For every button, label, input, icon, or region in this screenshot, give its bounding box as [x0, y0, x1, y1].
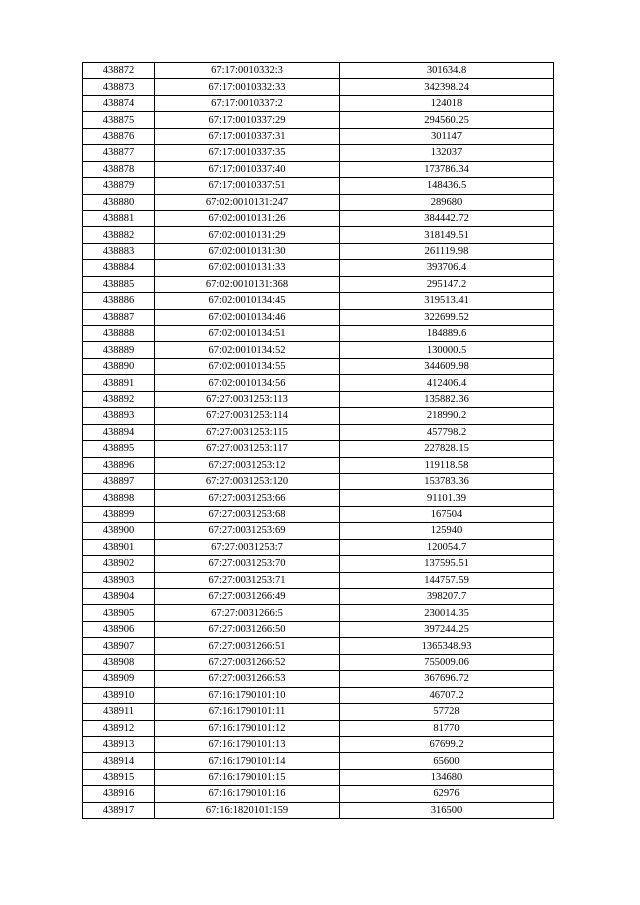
- cadastral-number-cell: 67:27:0031253:12: [155, 457, 340, 473]
- value-cell: 57728: [340, 704, 554, 720]
- cadastral-number-cell: 67:27:0031253:117: [155, 441, 340, 457]
- table-row: [83, 95, 554, 111]
- table-row: [83, 506, 554, 522]
- table-row: [83, 638, 554, 654]
- cadastral-number-cell: 67:27:0031253:71: [155, 572, 340, 588]
- row-number-cell: 438915: [83, 769, 155, 785]
- value-cell: 755009.06: [340, 654, 554, 670]
- cadastral-number-cell: 67:17:0010337:51: [155, 178, 340, 194]
- row-number-cell: 438898: [83, 490, 155, 506]
- row-number-cell: 438881: [83, 210, 155, 226]
- value-cell: 227828.15: [340, 441, 554, 457]
- value-cell: 137595.51: [340, 556, 554, 572]
- table-row: [83, 342, 554, 358]
- value-cell: 135882.36: [340, 391, 554, 407]
- row-number-cell: 438887: [83, 309, 155, 325]
- cadastral-number-cell: 67:02:0010134:55: [155, 358, 340, 374]
- row-number-cell: 438899: [83, 506, 155, 522]
- cadastral-number-cell: 67:27:0031266:51: [155, 638, 340, 654]
- cadastral-number-cell: 67:27:0031253:113: [155, 391, 340, 407]
- value-cell: 81770: [340, 720, 554, 736]
- value-cell: 301147: [340, 128, 554, 144]
- cadastral-number-cell: 67:02:0010131:30: [155, 243, 340, 259]
- table-row: [83, 786, 554, 802]
- row-number-cell: 438889: [83, 342, 155, 358]
- row-number-cell: 438872: [83, 63, 155, 79]
- value-cell: 319513.41: [340, 293, 554, 309]
- cadastral-number-cell: 67:16:1790101:15: [155, 769, 340, 785]
- row-number-cell: 438875: [83, 112, 155, 128]
- table-row: [83, 654, 554, 670]
- value-cell: 124018: [340, 95, 554, 111]
- table-row: [83, 178, 554, 194]
- row-number-cell: 438874: [83, 95, 155, 111]
- value-cell: 289680: [340, 194, 554, 210]
- cadastral-number-cell: 67:27:0031266:49: [155, 589, 340, 605]
- row-number-cell: 438885: [83, 276, 155, 292]
- row-number-cell: 438882: [83, 227, 155, 243]
- cadastral-number-cell: 67:27:0031266:50: [155, 621, 340, 637]
- row-number-cell: 438911: [83, 704, 155, 720]
- table-row: [83, 671, 554, 687]
- cadastral-number-cell: 67:27:0031253:7: [155, 539, 340, 555]
- cadastral-number-cell: 67:02:0010134:56: [155, 375, 340, 391]
- row-number-cell: 438879: [83, 178, 155, 194]
- cadastral-number-cell: 67:27:0031253:120: [155, 473, 340, 489]
- value-cell: 218990.2: [340, 408, 554, 424]
- value-cell: 119118.58: [340, 457, 554, 473]
- table-row: [83, 753, 554, 769]
- cadastral-number-cell: 67:16:1820101:159: [155, 802, 340, 818]
- value-cell: 318149.51: [340, 227, 554, 243]
- value-cell: 153783.36: [340, 473, 554, 489]
- row-number-cell: 438894: [83, 424, 155, 440]
- table-row: [83, 391, 554, 407]
- row-number-cell: 438909: [83, 671, 155, 687]
- row-number-cell: 438913: [83, 736, 155, 752]
- row-number-cell: 438912: [83, 720, 155, 736]
- value-cell: 1365348.93: [340, 638, 554, 654]
- row-number-cell: 438916: [83, 786, 155, 802]
- row-number-cell: 438893: [83, 408, 155, 424]
- value-cell: 125940: [340, 523, 554, 539]
- row-number-cell: 438880: [83, 194, 155, 210]
- row-number-cell: 438900: [83, 523, 155, 539]
- value-cell: 322699.52: [340, 309, 554, 325]
- value-cell: 184889.6: [340, 326, 554, 342]
- row-number-cell: 438892: [83, 391, 155, 407]
- value-cell: 91101.39: [340, 490, 554, 506]
- table-row: [83, 194, 554, 210]
- row-number-cell: 438910: [83, 687, 155, 703]
- value-cell: 62976: [340, 786, 554, 802]
- table-row: [83, 523, 554, 539]
- table-row: [83, 490, 554, 506]
- row-number-cell: 438883: [83, 243, 155, 259]
- table-row: [83, 802, 554, 818]
- cadastral-number-cell: 67:16:1790101:13: [155, 736, 340, 752]
- row-number-cell: 438891: [83, 375, 155, 391]
- table-row: [83, 326, 554, 342]
- table-row: [83, 457, 554, 473]
- table-row: [83, 605, 554, 621]
- row-number-cell: 438895: [83, 441, 155, 457]
- value-cell: 398207.7: [340, 589, 554, 605]
- value-cell: 65600: [340, 753, 554, 769]
- table-row: [83, 358, 554, 374]
- row-number-cell: 438884: [83, 260, 155, 276]
- cadastral-number-cell: 67:17:0010337:35: [155, 145, 340, 161]
- cadastral-number-cell: 67:27:0031266:52: [155, 654, 340, 670]
- row-number-cell: 438906: [83, 621, 155, 637]
- table-row: [83, 736, 554, 752]
- row-number-cell: 438905: [83, 605, 155, 621]
- table-body: [83, 63, 554, 819]
- cadastral-number-cell: 67:17:0010332:33: [155, 79, 340, 95]
- cadastral-number-cell: 67:16:1790101:16: [155, 786, 340, 802]
- cadastral-number-cell: 67:17:0010337:2: [155, 95, 340, 111]
- value-cell: 316500: [340, 802, 554, 818]
- value-cell: 144757.59: [340, 572, 554, 588]
- value-cell: 457798.2: [340, 424, 554, 440]
- cadastral-number-cell: 67:02:0010134:46: [155, 309, 340, 325]
- row-number-cell: 438878: [83, 161, 155, 177]
- value-cell: 295147.2: [340, 276, 554, 292]
- cadastral-number-cell: 67:27:0031253:66: [155, 490, 340, 506]
- table-row: [83, 720, 554, 736]
- row-number-cell: 438896: [83, 457, 155, 473]
- cadastral-number-cell: 67:02:0010131:33: [155, 260, 340, 276]
- table-row: [83, 424, 554, 440]
- table-row: [83, 79, 554, 95]
- value-cell: 134680: [340, 769, 554, 785]
- value-cell: 412406.4: [340, 375, 554, 391]
- value-cell: 132037: [340, 145, 554, 161]
- row-number-cell: 438876: [83, 128, 155, 144]
- cadastral-number-cell: 67:02:0010131:247: [155, 194, 340, 210]
- table-row: [83, 441, 554, 457]
- cadastral-number-cell: 67:27:0031253:69: [155, 523, 340, 539]
- row-number-cell: 438907: [83, 638, 155, 654]
- table-row: [83, 375, 554, 391]
- cadastral-number-cell: 67:27:0031266:53: [155, 671, 340, 687]
- row-number-cell: 438902: [83, 556, 155, 572]
- row-number-cell: 438901: [83, 539, 155, 555]
- table-row: [83, 539, 554, 555]
- row-number-cell: 438873: [83, 79, 155, 95]
- value-cell: 120054.7: [340, 539, 554, 555]
- cadastral-number-cell: 67:16:1790101:12: [155, 720, 340, 736]
- row-number-cell: 438877: [83, 145, 155, 161]
- row-number-cell: 438890: [83, 358, 155, 374]
- value-cell: 344609.98: [340, 358, 554, 374]
- cadastral-number-cell: 67:27:0031253:115: [155, 424, 340, 440]
- table-row: [83, 210, 554, 226]
- cadastral-number-cell: 67:02:0010134:51: [155, 326, 340, 342]
- value-cell: 173786.34: [340, 161, 554, 177]
- value-cell: 46707.2: [340, 687, 554, 703]
- cadastral-number-cell: 67:17:0010332:3: [155, 63, 340, 79]
- cadastral-number-cell: 67:02:0010131:368: [155, 276, 340, 292]
- data-table: [82, 62, 554, 819]
- cadastral-number-cell: 67:02:0010134:45: [155, 293, 340, 309]
- table-row: [83, 293, 554, 309]
- cadastral-number-cell: 67:02:0010134:52: [155, 342, 340, 358]
- value-cell: 301634.8: [340, 63, 554, 79]
- table-row: [83, 145, 554, 161]
- table-row: [83, 276, 554, 292]
- table-row: [83, 408, 554, 424]
- table-row: [83, 161, 554, 177]
- value-cell: 397244.25: [340, 621, 554, 637]
- value-cell: 230014.35: [340, 605, 554, 621]
- row-number-cell: 438917: [83, 802, 155, 818]
- table-row: [83, 556, 554, 572]
- table-row: [83, 227, 554, 243]
- row-number-cell: 438914: [83, 753, 155, 769]
- row-number-cell: 438888: [83, 326, 155, 342]
- cadastral-number-cell: 67:02:0010131:29: [155, 227, 340, 243]
- table-row: [83, 128, 554, 144]
- value-cell: 167504: [340, 506, 554, 522]
- table-row: [83, 769, 554, 785]
- cadastral-number-cell: 67:16:1790101:10: [155, 687, 340, 703]
- table-row: [83, 63, 554, 79]
- value-cell: 148436.5: [340, 178, 554, 194]
- table-row: [83, 473, 554, 489]
- row-number-cell: 438886: [83, 293, 155, 309]
- row-number-cell: 438903: [83, 572, 155, 588]
- value-cell: 384442.72: [340, 210, 554, 226]
- table-row: [83, 704, 554, 720]
- value-cell: 367696.72: [340, 671, 554, 687]
- cadastral-number-cell: 67:27:0031266:5: [155, 605, 340, 621]
- table-row: [83, 243, 554, 259]
- cadastral-number-cell: 67:27:0031253:114: [155, 408, 340, 424]
- row-number-cell: 438897: [83, 473, 155, 489]
- table-row: [83, 572, 554, 588]
- table-row: [83, 621, 554, 637]
- cadastral-number-cell: 67:17:0010337:40: [155, 161, 340, 177]
- table-row: [83, 260, 554, 276]
- cadastral-number-cell: 67:02:0010131:26: [155, 210, 340, 226]
- value-cell: 342398.24: [340, 79, 554, 95]
- value-cell: 130000.5: [340, 342, 554, 358]
- cadastral-number-cell: 67:16:1790101:14: [155, 753, 340, 769]
- value-cell: 67699.2: [340, 736, 554, 752]
- table-row: [83, 687, 554, 703]
- value-cell: 294560.25: [340, 112, 554, 128]
- value-cell: 393706.4: [340, 260, 554, 276]
- table-row: [83, 112, 554, 128]
- table-row: [83, 309, 554, 325]
- table-row: [83, 589, 554, 605]
- row-number-cell: 438904: [83, 589, 155, 605]
- value-cell: 261119.98: [340, 243, 554, 259]
- cadastral-number-cell: 67:27:0031253:68: [155, 506, 340, 522]
- cadastral-number-cell: 67:17:0010337:31: [155, 128, 340, 144]
- cadastral-number-cell: 67:27:0031253:70: [155, 556, 340, 572]
- row-number-cell: 438908: [83, 654, 155, 670]
- cadastral-number-cell: 67:17:0010337:29: [155, 112, 340, 128]
- cadastral-number-cell: 67:16:1790101:11: [155, 704, 340, 720]
